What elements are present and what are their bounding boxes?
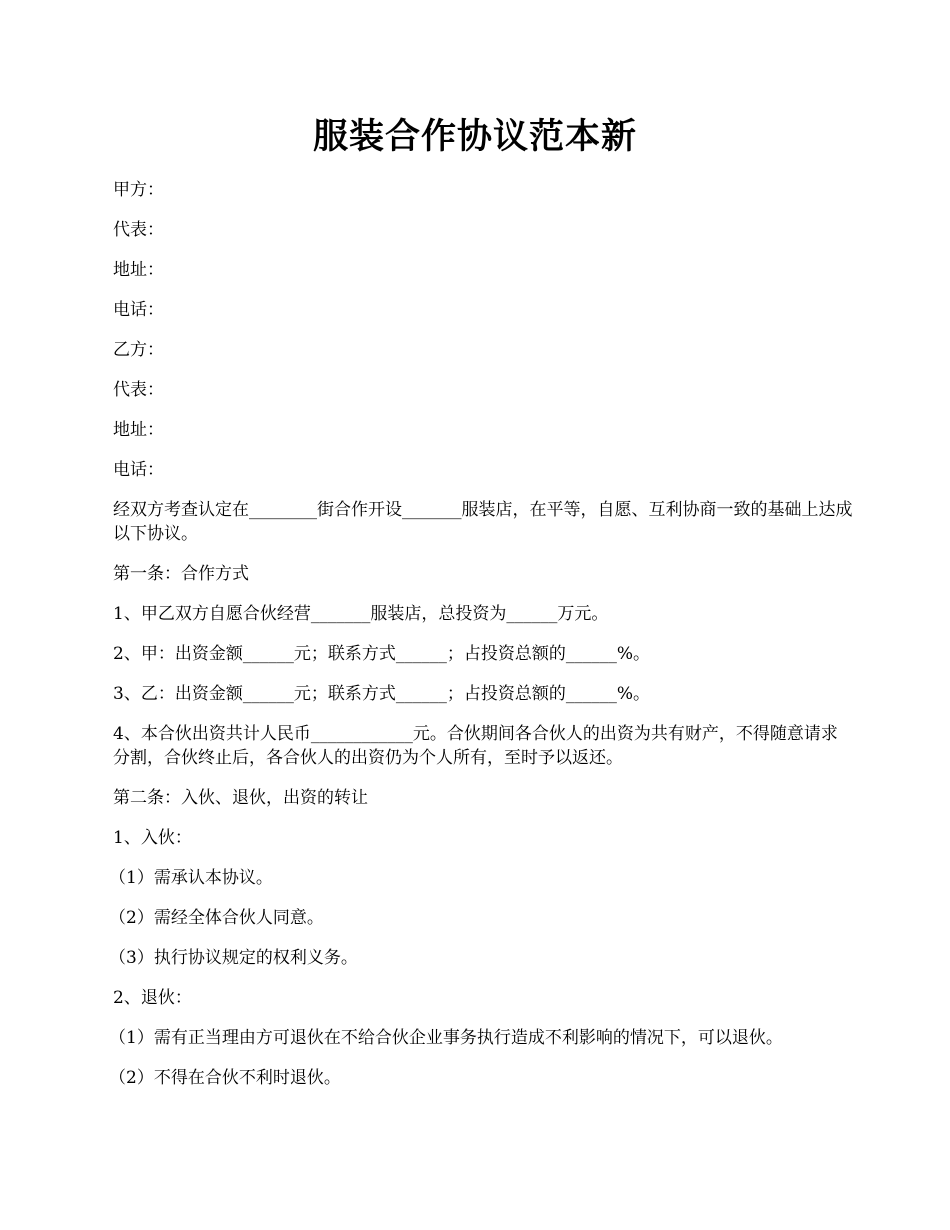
party-a-representative: 代表： (113, 220, 164, 240)
party-a-phone: 电话： (113, 300, 164, 320)
party-b-address: 地址： (113, 420, 164, 440)
admission-condition-3: （3）执行协议规定的权利义务。 (109, 948, 358, 968)
article-1-item-2: 2、甲：出资金额______元；联系方式______；占投资总额的______%。 (113, 644, 650, 664)
article-1-item-3: 3、乙：出资金额______元；联系方式______；占投资总额的______%。 (113, 684, 650, 704)
party-b-label: 乙方： (113, 340, 164, 360)
admission-condition-1: （1）需承认本协议。 (109, 868, 273, 888)
withdrawal-condition-1: （1）需有正当理由方可退伙在不给合伙企业事务执行造成不利影响的情况下，可以退伙。 (109, 1028, 783, 1048)
withdrawal-heading: 2、退伙： (113, 988, 192, 1008)
admission-condition-2: （2）需经全体合伙人同意。 (109, 908, 324, 928)
party-b-representative: 代表： (113, 380, 164, 400)
article-1-item-4: 4、本合伙出资共计人民币____________元。合伙期间各合伙人的出资为共有财产，不得随意请求分割，合伙终止后，各合伙人的出资仍为个人所有，至时予以返还。 (113, 724, 838, 768)
intro-paragraph: 经双方考查认定在________街合作开设_______服装店，在平等，自愿、互利协商一致的基础上达成以下协议。 (113, 500, 853, 544)
article-1-heading: 第一条：合作方式 (113, 564, 249, 584)
article-2-heading: 第二条：入伙、退伙，出资的转让 (113, 788, 368, 808)
party-a-address: 地址： (113, 260, 164, 280)
article-1-item-1: 1、甲乙双方自愿合伙经营_______服装店，总投资为______万元。 (113, 604, 609, 624)
document-body (109, 178, 853, 1106)
party-b-phone: 电话： (113, 460, 164, 480)
admission-heading: 1、入伙： (113, 828, 192, 848)
document-title: 服装合作协议范本新 (312, 116, 637, 157)
party-a-label: 甲方： (113, 180, 164, 200)
withdrawal-condition-2: （2）不得在合伙不利时退伙。 (109, 1068, 341, 1088)
